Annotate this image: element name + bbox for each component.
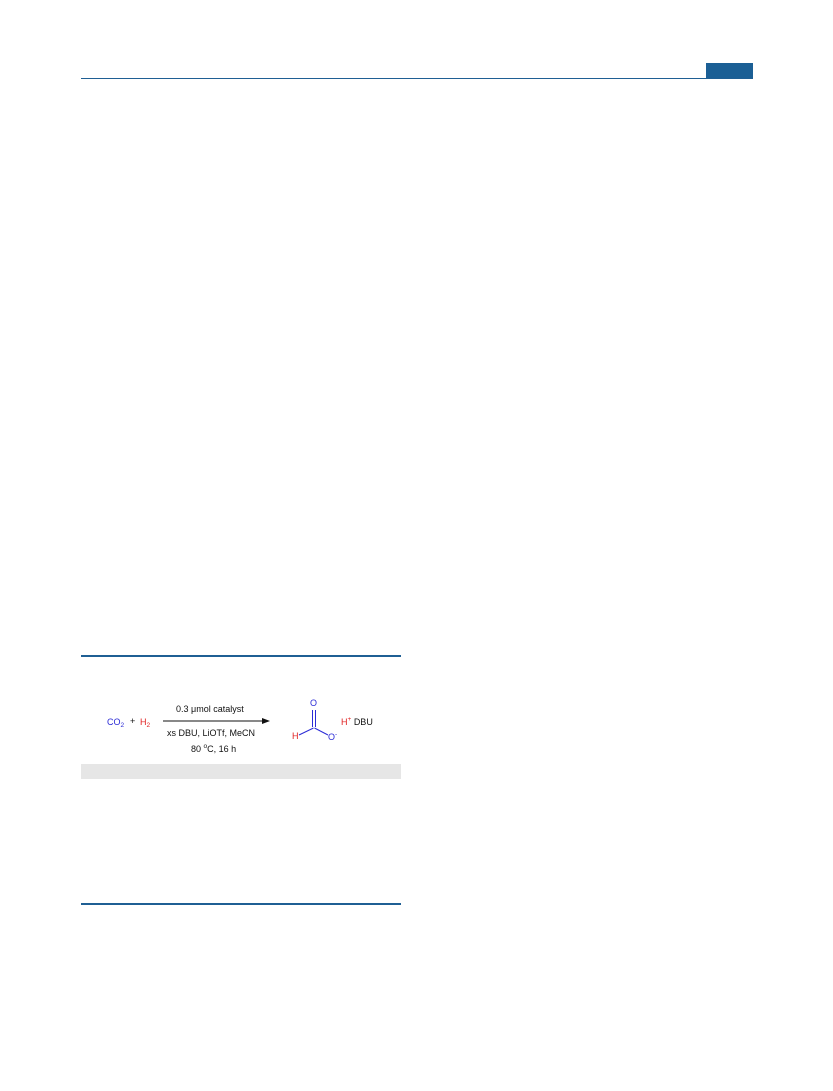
condition-catalyst: 0.3 μmol catalyst [176,704,244,714]
scheme-top-rule [81,655,401,657]
product-formyl-hydrogen: H [292,731,299,741]
reactant-co2: $CO_2$ [107,717,125,729]
reaction-arrow-head [262,718,270,724]
bond-c-o-single [315,728,329,735]
reactant-h2: $H_2$ [140,717,151,729]
product-oxide-oxygen: O- [328,731,338,742]
condition-temp-time: 80 $^o$C, 16 h [191,743,237,754]
scheme-bottom-rule [81,903,401,905]
cation-dbu-h: H+ DBU [341,716,373,727]
bond-c-h [299,728,314,735]
product-carbonyl-oxygen: O [310,698,318,708]
condition-reagents: xs DBU, LiOTf, MeCN [167,728,256,738]
scheme-caption-band [81,764,401,779]
plus-sign: + [130,716,136,726]
header-tab [706,63,753,78]
header-rule [81,78,753,79]
